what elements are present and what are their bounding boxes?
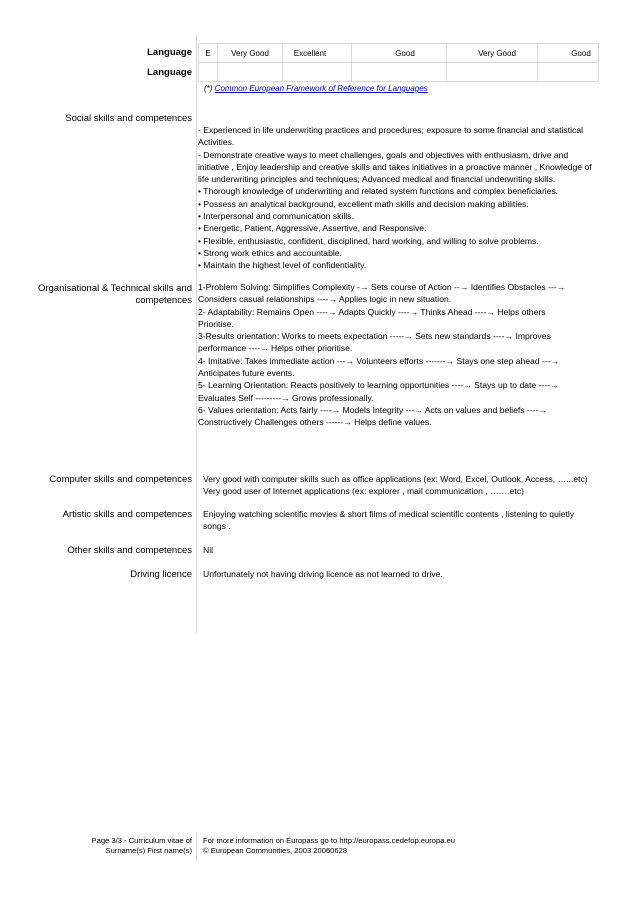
text-line: 6- Values orientation: Acts fairly ----→ Models Integrity ---→ Acts on values and beliefs ----→ [198, 404, 547, 415]
language-cell: Very Good [471, 44, 523, 63]
column-divider [196, 36, 197, 633]
text-line: Considers casual relationships ----→ Applies logic in new situation. [198, 294, 452, 305]
text-line: • Flexible, enthusiastic, confident, disciplined, hard working, and willing to solve problems. [198, 235, 539, 246]
language-label-2: Language [147, 67, 192, 78]
text-line: • Interpersonal and communication skills. [198, 211, 354, 222]
language-label: Language [147, 47, 192, 58]
text-line: performance ----→ Helps other prioritise. [198, 343, 353, 354]
text-line: - Demonstrate creative ways to meet challenges, goals and objectives with enthusiasm, drive and [198, 149, 569, 160]
text-line: 4- Imitative: Takes immediate action ---→ Volunteers efforts -------→ Stays one step ahead ---→ [198, 355, 560, 366]
computer-skills-label: Computer skills and competences [49, 474, 192, 485]
cefr-link[interactable]: Common European Framework of Reference for Languages [214, 84, 428, 93]
text-line: Very good user of Internet applications (ex: explorer , mail communication , …….etc) [203, 486, 524, 497]
social-skills-label: Social skills and competences [65, 113, 192, 124]
text-line: 3-Results orientation: Works to meets expectation -----→ Sets new standards ----→ Improves [198, 331, 551, 342]
text-line: Very good with computer skills such as office applications (ex: Word, Excel, Outlook, Access, …...etc) [203, 474, 588, 484]
other-skills-value: Nil [203, 545, 214, 555]
text-line: • Energetic, Patient, Aggressive, Assertive, and Responsive. [198, 223, 427, 234]
organisational-skills-text [198, 281, 598, 429]
text-line: Constructively Challenges others ------→ Helps define values. [198, 417, 432, 428]
language-cell: Excellent [283, 44, 338, 63]
computer-skills-text [203, 473, 603, 498]
footer-divider [196, 832, 197, 860]
organisational-label-2: competences [135, 295, 192, 306]
text-line: 5- Learning Orientation: Reacts positively to learning opportunities ----→ Stays up to date ----→ [198, 380, 559, 391]
artistic-skills-label: Artistic skills and competences [62, 509, 192, 520]
footer-right: For more information on Europass go to http://europass.cedefop.europa.eu © European Communities, 2003 20060628 [203, 836, 456, 855]
text-line: Prioritise. [198, 318, 234, 329]
cefr-note: (*) Common European Framework of Reference for Languages [204, 84, 428, 93]
language-row-empty [199, 63, 599, 82]
language-cell: Very Good [218, 44, 283, 63]
text-line: • Strong work ethics and accountable. [198, 247, 342, 258]
text-line: initiative , Enjoy leadership and creative skills and takes initiatives in a proactive manner , Knowledge of [198, 161, 592, 172]
text-line: life underwriting principles and techniques; Advanced medical and financial underwriting skills. [198, 174, 556, 185]
social-skills-text [198, 124, 598, 272]
text-line: 1-Problem Solving: Simplifies Complexity -→ Sets course of Action --→ Identifies Obstacles ---→ [198, 282, 566, 292]
language-cell: Good [378, 44, 432, 63]
text-line: - Experienced in life underwriting practices and procedures; exposure to some financial and statistical [198, 125, 584, 135]
footer-left: Page 3/3 - Curriculum vitae of Surname(s) First name(s) [91, 836, 192, 855]
text-line: Anticipates future events. [198, 368, 295, 379]
text-line: Activities. [198, 137, 235, 148]
other-skills-label: Other skills and competences [67, 545, 192, 556]
driving-licence-value: Unfortunately not having driving licence as not learned to drive. [203, 569, 443, 579]
language-row [199, 44, 599, 63]
text-line: songs . [203, 521, 231, 532]
artistic-skills-text [203, 508, 603, 533]
organisational-label: Organisational & Technical skills and [37, 283, 192, 294]
text-line: Evaluates Self ---------→ Grows professionally. [198, 392, 374, 403]
text-line: • Maintain the highest level of confidentiality. [198, 260, 367, 271]
text-line: Enjoying watching scientific movies & short films of medical scientific contents , listening to quietly [203, 509, 575, 519]
language-cell: E [199, 44, 218, 63]
driving-licence-label: Driving licence [130, 569, 192, 580]
text-line: 2- Adaptability: Remains Open ----→ Adapts Quickly ----→ Thinks Ahead ----→ Helps others [198, 306, 546, 317]
text-line: • Thorough knowledge of underwriting and related system functions and complex beneficiaries. [198, 186, 559, 197]
text-line: • Possess an analytical background, excellent math skills and decision making abilities. [198, 198, 529, 209]
language-cell: Good [564, 44, 599, 63]
language-table [198, 43, 599, 82]
